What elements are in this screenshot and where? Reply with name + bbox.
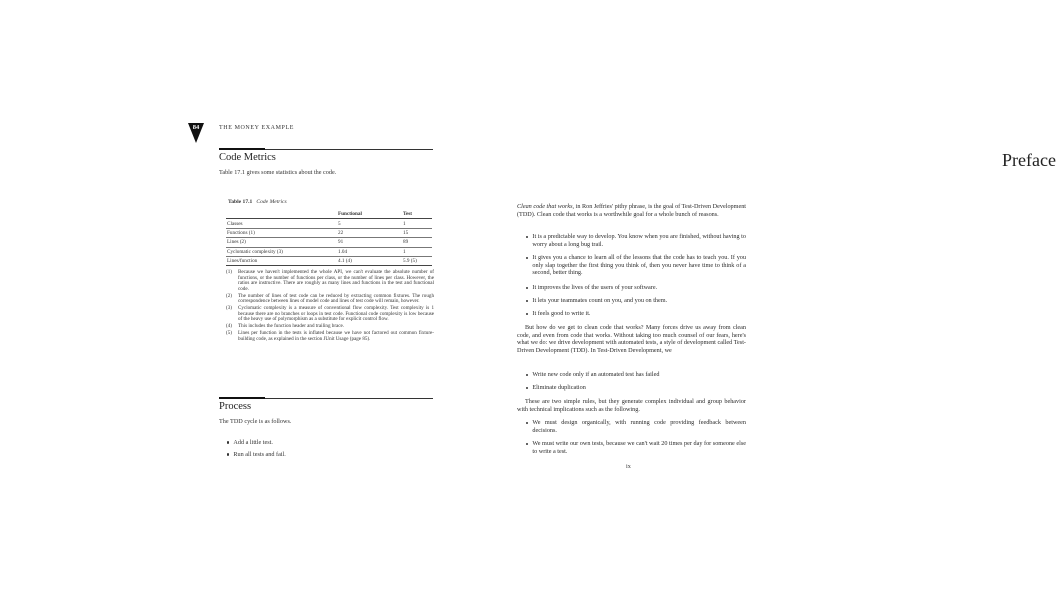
- intro-italic-text: Clean code that works,: [517, 203, 575, 210]
- list-item-text: It improves the lives of the users of your software.: [532, 284, 658, 291]
- list-item: [227, 451, 286, 463]
- note-number: (2): [226, 292, 232, 299]
- table-note: [226, 270, 434, 292]
- table-cell: 91: [337, 238, 402, 247]
- table-cell: Lines (2): [226, 238, 337, 247]
- table-cell: 1: [402, 219, 432, 228]
- table-caption-title: Code Metrics: [256, 199, 287, 205]
- preface-intro-paragraph: [517, 203, 746, 218]
- table-cell: Lines/function: [226, 256, 337, 265]
- bullet-icon: [526, 300, 528, 302]
- page-folio: ix: [626, 463, 631, 470]
- bullet-icon: [526, 257, 528, 259]
- preface-title: Preface: [1002, 150, 1056, 170]
- section-rule-accent: [219, 397, 265, 399]
- list-item: [526, 310, 746, 318]
- table-note: [226, 331, 434, 342]
- bullet-icon: [526, 236, 528, 238]
- list-item-text: Run all tests and fail.: [233, 451, 286, 458]
- bullet-icon: [526, 387, 528, 389]
- code-metrics-intro: Table 17.1 gives some statistics about the code.: [219, 169, 337, 176]
- table-header-cell: Functional: [337, 210, 402, 219]
- table-cell: 15: [402, 228, 432, 237]
- list-item: [526, 440, 746, 455]
- table-cell: Cyclomatic complexity (3): [226, 247, 337, 256]
- list-item-text: Add a little test.: [233, 439, 273, 446]
- bullet-icon: [526, 422, 528, 424]
- preface-paragraph: But how do we get to clean code that works? Many forces drive us away from clean code, and even from code that works. Without taking too much counsel of our fears, here's what we do: we drive development with automated tests, a style of development called Test-Driven Development (TDD). In Test-Driven Development, we: [517, 324, 746, 354]
- table-cell: 22: [337, 228, 402, 237]
- list-item: [526, 419, 746, 434]
- list-item: [526, 284, 746, 292]
- running-head: THE MONEY EXAMPLE: [219, 125, 294, 131]
- left-page: [0, 0, 485, 600]
- table-cell: 5: [337, 219, 402, 228]
- table-header-cell: Test: [402, 210, 432, 219]
- bullet-icon: [227, 441, 229, 443]
- list-item-text: We must write our own tests, because we can't wait 20 times per day for someone else to write a test.: [532, 440, 746, 455]
- list-item-text: We must design organically, with running code providing feedback between decisions.: [532, 419, 746, 434]
- note-text: Cyclomatic complexity is a measure of conventional flow complexity. Test complexity is 1 because there are no branches or loops in test code. Functional code complexity is low because of the heavy use of polymorphism as a substitute for explicit control flow.: [238, 305, 434, 323]
- list-item: [227, 439, 286, 451]
- table-row: [226, 256, 432, 265]
- list-item: [526, 254, 746, 277]
- table-cell: 4.1 (4): [337, 256, 402, 265]
- note-number: (4): [226, 323, 232, 330]
- bullet-icon: [526, 287, 528, 289]
- note-text: Lines per function in the tests is inflated because we have not factored out common fixture-building code, as explained in the section JUnit Usage (page 85).: [238, 330, 434, 342]
- list-item: [526, 297, 746, 305]
- list-item-text: It is a predictable way to develop. You know when you are finished, without having to worry about a long bug trail.: [532, 233, 746, 248]
- list-item: [526, 384, 746, 392]
- bullet-icon: [227, 453, 229, 455]
- table-note: [226, 306, 434, 323]
- process-intro: The TDD cycle is as follows.: [219, 418, 292, 425]
- list-item: [526, 233, 746, 248]
- table-header-row: [226, 210, 432, 219]
- table-caption-label: Table 17.1: [228, 199, 253, 205]
- table-row: [226, 247, 432, 256]
- note-number: (1): [226, 269, 232, 275]
- table-notes: [226, 270, 434, 344]
- process-bullet-list: [227, 439, 286, 463]
- note-text: Because we haven't implemented the whole API, we can't evaluate the absolute number of functions, or the number of functions per class, or the number of lines per class. However, the ratios are instructive. There are roughly as many lines and functions in the test and functional code.: [238, 269, 434, 292]
- section-title-process: Process: [219, 401, 252, 412]
- table-caption: [228, 199, 287, 205]
- note-number: (5): [226, 330, 232, 337]
- table-row: [226, 238, 432, 247]
- note-text: The number of lines of test code can be reduced by extracting common fixtures. The rough correspondence between lines of model code and lines of test code will remain, however.: [238, 292, 434, 305]
- bullet-icon: [526, 443, 528, 445]
- table-header-cell: [226, 210, 337, 219]
- list-item-text: It gives you a chance to learn all of the lessons that the code has to teach you. If you only slap together the first thing you think of, then you never have time to think of a second, better thing.: [532, 254, 746, 277]
- page-number: 84: [192, 124, 200, 131]
- list-item-text: It feels good to write it.: [532, 310, 591, 317]
- table-cell: Classes: [226, 219, 337, 228]
- list-item-text: Eliminate duplication: [532, 384, 586, 391]
- bullet-icon: [526, 313, 528, 315]
- code-metrics-table: [226, 210, 432, 266]
- table-note: [226, 294, 434, 305]
- note-number: (3): [226, 305, 232, 312]
- note-text: This includes the function header and trailing brace.: [238, 323, 345, 330]
- table-row: [226, 219, 432, 228]
- list-item-text: It lets your teammates count on you, and you on them.: [532, 297, 668, 304]
- section-rule-accent: [219, 148, 265, 150]
- table-row: [226, 228, 432, 237]
- table-cell: 1: [402, 247, 432, 256]
- list-item: [526, 371, 746, 379]
- section-title-code-metrics: Code Metrics: [219, 152, 276, 163]
- intro-rest-text: in Ron Jeffries' pithy phrase, is the goal of Test-Driven Development (TDD). Clean code that works is a worthwhile goal for a whole bunch of reasons.: [517, 203, 747, 218]
- list-item-text: Write new code only if an automated test has failed: [532, 371, 660, 378]
- table-cell: 5.9 (5): [402, 256, 432, 265]
- table-cell: 1.04: [337, 247, 402, 256]
- preface-paragraph: These are two simple rules, but they generate complex individual and group behavior with technical implications such as the following.: [517, 398, 746, 413]
- bullet-icon: [526, 374, 528, 376]
- table-cell: 89: [402, 238, 432, 247]
- table-note: [226, 324, 434, 330]
- table-cell: Functions (1): [226, 228, 337, 237]
